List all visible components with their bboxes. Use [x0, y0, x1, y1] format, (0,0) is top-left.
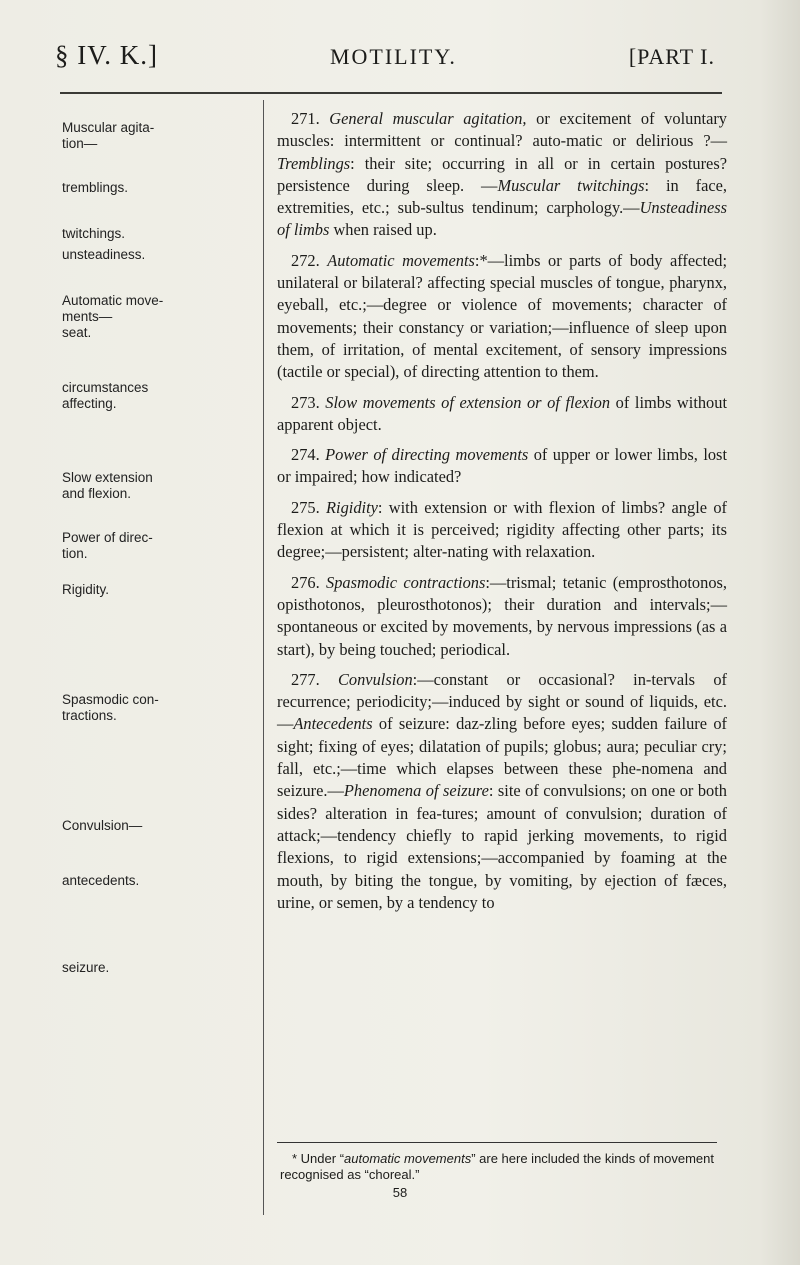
paragraph: 276. Spasmodic contractions:—trismal; tetanic (emprosthotonos, opisthotonos, pleurosthotonos); their duration and intervals;—spontaneous or excited by movements, by nervous impressions (as a start), by being touched; periodical.: [277, 572, 727, 659]
italic-run: automatic movements: [344, 1151, 472, 1166]
body-text: [277, 108, 727, 922]
margin-note: Muscular agita- tion—: [62, 120, 155, 151]
paragraph: 275. Rigidity: with extension or with flexion of limbs? angle of flexion at which it is perceived; rigidity affecting other parts; its degree;—persistent; alter-nating with relaxation.: [277, 497, 727, 562]
italic-run: Power of directing movements: [325, 445, 529, 465]
italic-run: Automatic movements: [327, 250, 475, 270]
margin-divider: [263, 100, 264, 1215]
italic-run: Phenomena of seizure: [343, 781, 489, 801]
italic-run: Antecedents: [293, 714, 373, 734]
paragraph-number: 273.: [291, 392, 326, 412]
margin-note: seizure.: [62, 960, 110, 975]
italic-run: Tremblings: [277, 153, 351, 173]
margin-note: unsteadiness.: [62, 247, 146, 262]
running-header: [55, 40, 715, 71]
paragraph-number: 274.: [291, 445, 326, 465]
paragraph-number: 271.: [291, 109, 330, 128]
paragraph-number: 276.: [291, 572, 327, 592]
paragraph-number: 275.: [291, 497, 326, 517]
chapter-title: MOTILITY.: [329, 44, 457, 69]
italic-run: Slow movements of extension or of flexion: [325, 392, 611, 412]
part-marker: [PART I.: [628, 44, 715, 69]
margin-note: Rigidity.: [62, 582, 110, 597]
paragraph-number: 272.: [291, 250, 328, 270]
italic-run: Spasmodic contractions: [326, 572, 486, 592]
italic-run: Unsteadiness of limbs: [277, 198, 727, 240]
paragraph: 272. Automatic movements:*—limbs or parts of body affected; unilateral or bilateral? affecting special muscles of tongue, pharynx, eyeball, etc.;—degree or violence of movements; character of movements; their constancy or variation;—influence of sleep upon them, of irritation, of mental excitement, of sensory impressions (tactile or special), of directing attention to them.: [277, 250, 728, 382]
page-number: 58: [392, 1185, 408, 1200]
italic-run: Muscular twitchings: [497, 175, 645, 195]
margin-note: Automatic move- ments— seat.: [62, 293, 164, 340]
margin-note: circumstances affecting.: [62, 380, 149, 411]
margin-note: tremblings.: [62, 180, 129, 195]
margin-note: Spasmodic con- tractions.: [62, 692, 159, 723]
italic-run: Rigidity: [326, 497, 378, 517]
margin-note: Convulsion—: [62, 818, 143, 833]
footnote-rule: [277, 1142, 717, 1143]
margin-note: antecedents.: [62, 873, 140, 888]
section-marker: § IV. K.]: [55, 40, 158, 70]
paragraph: 277. Convulsion:—constant or occasional? in-tervals of recurrence; periodicity;—induced by sight or sound of liquids, etc.—Antecedents of seizure: daz-zling before eyes; sudden failure of sight; fixing of eyes; dilatation of pupils; globus; aura; peculiar cry; fall, etc.;—time which elapses between these phe-nomena and seizure.—Phenomena of seizure: site of convulsions; on one or both sides? alteration in fea-tures; amount of convulsion; duration of attack;—tendency chiefly to rapid jerking movements, to rigid flexions, to rigid extensions;—accompanied by foaming at the mouth, by biting the tongue, by vomiting, by ejection of fæces, urine, or semen, by a tendency to: [277, 669, 727, 912]
paragraph: 271. General muscular agitation, or excitement of voluntary muscles: intermittent or continual? auto-matic or delirious ?—Tremblings: their site; occurring in all or in certain postures? persistence during sleep. —Muscular twitchings: in face, extremities, etc.; sub-sultus tendinum; carphology.—Unsteadiness of limbs when raised up.: [277, 109, 727, 240]
margin-note: Power of direc- tion.: [62, 530, 153, 561]
margin-note: twitchings.: [62, 226, 126, 241]
italic-run: Convulsion: [337, 669, 413, 689]
paragraph: 274. Power of directing movements of upper or lower limbs, lost or impaired; how indicated?: [277, 445, 727, 487]
italic-run: General muscular agitation,: [329, 109, 527, 128]
margin-note: Slow extension and flexion.: [62, 470, 153, 501]
paragraph: 273. Slow movements of extension or of flexion of limbs without apparent object.: [277, 392, 728, 434]
paragraph-number: 277.: [291, 669, 338, 689]
footnote: * Under “automatic movements” are here included the kinds of movement recognised as “choreal.”: [280, 1151, 715, 1182]
header-rule: [60, 92, 722, 94]
